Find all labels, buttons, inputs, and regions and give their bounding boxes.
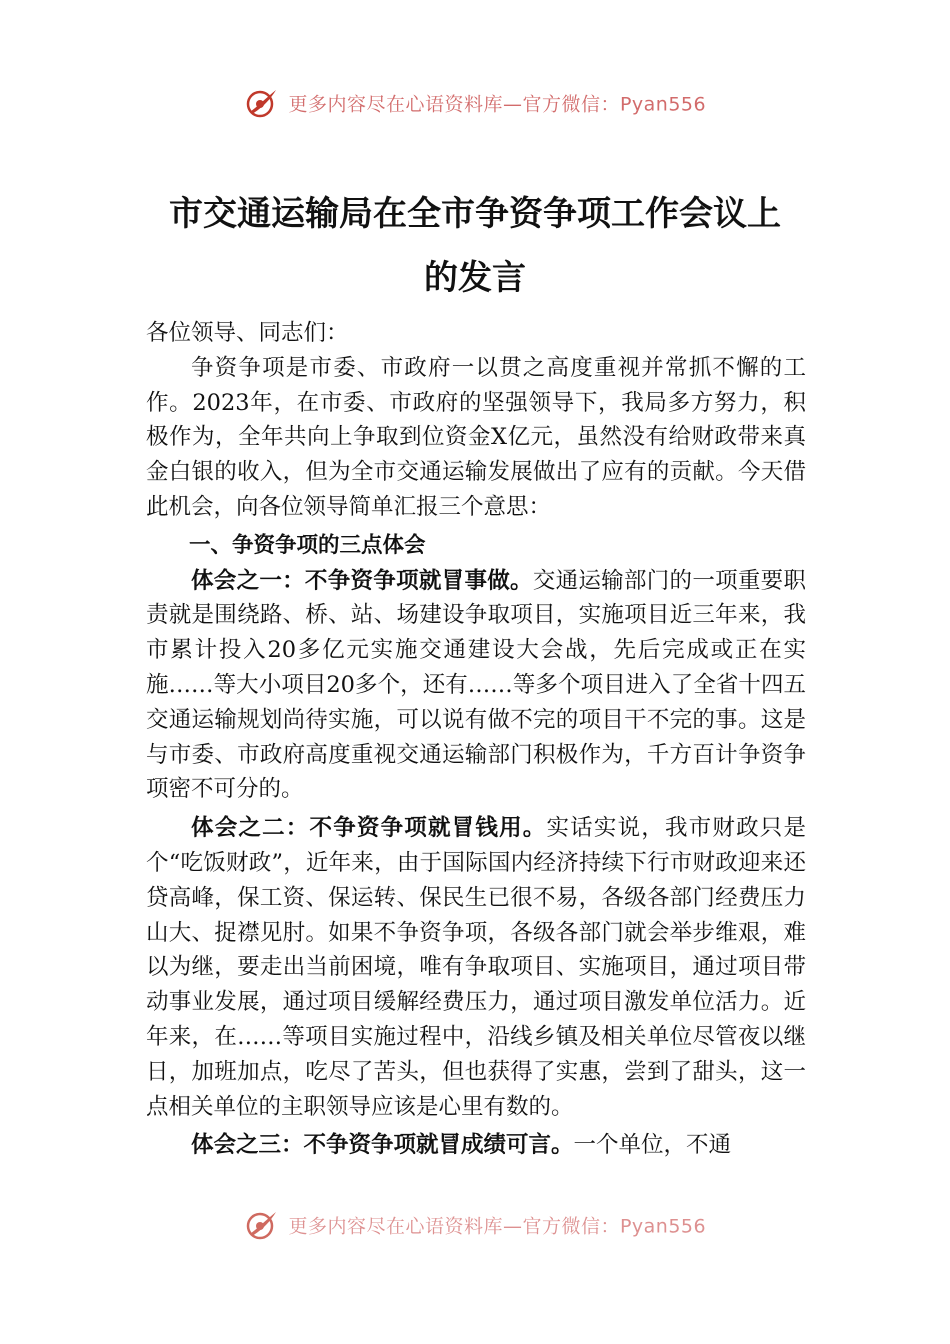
quill-logo-icon [244, 1210, 278, 1240]
document-body [146, 316, 806, 1163]
document-title [120, 182, 830, 310]
point-3-lead: 体会之三：不争资争项就冒成绩可言。 [191, 1132, 574, 1159]
point-2-paragraph [146, 811, 806, 1124]
title-line-1: 市交通运输局在全市争资争项工作会议上 [169, 194, 781, 234]
quill-logo-icon [244, 88, 278, 118]
watermark-footer [0, 1210, 950, 1240]
point-1-paragraph [146, 564, 806, 808]
watermark-text: 更多内容尽在心语资料库—官方微信：Pyan556 [288, 93, 707, 116]
point-2-body: 实话实说，我市财政只是个“吃饭财政”，近年来，由于国际国内经济持续下行市财政迎来还贷高峰，保工资、保运转、保民生已很不易，各级各部门经费压力山大、捉襟见肘。如果不争资争项，各级各部门就会举步维艰，难以为继，要走出当前困境，唯有争取项目、实施项目，通过项目带动事业发展，通过项目缓解经费压力，通过项目激发单位活力。近年来，在……等项目实施过程中，沿线乡镇及相关单位尽管夜以继日，加班加点，吃尽了苦头，但也获得了实惠，尝到了甜头，这一点相关单位的主职领导应该是心里有数的。 [146, 815, 806, 1120]
watermark-text: 更多内容尽在心语资料库—官方微信：Pyan556 [288, 1215, 707, 1238]
intro-paragraph: 争资争项是市委、市政府一以贯之高度重视并常抓不懈的工作。2023年，在市委、市政府的坚强领导下，我局多方努力，积极作为，全年共向上争取到位资金X亿元，虽然没有给财政带来真金白银的收入，但为全市交通运输发展做出了应有的贡献。今天借此机会，向各位领导简单汇报三个意思： [146, 354, 806, 520]
watermark-header [0, 88, 950, 118]
section-heading-1: 一、争资争项的三点体会 [189, 532, 426, 558]
point-1-lead: 体会之一：不争资争项就冒事做。 [191, 567, 533, 594]
title-line-2: 的发言 [424, 258, 526, 298]
point-1-body: 交通运输部门的一项重要职责就是围绕路、桥、站、场建设争取项目，实施项目近三年来，我市累计投入20多亿元实施交通建设大会战，先后完成或正在实施……等大小项目20多个，还有……等多个项目进入了全省十四五交通运输规划尚待实施，可以说有做不完的项目干不完的事。这是与市委、市政府高度重视交通运输部门积极作为，千方百计争资争项密不可分的。 [146, 567, 806, 803]
point-2-lead: 体会之二：不争资争项就冒钱用。 [191, 815, 547, 842]
point-3-body: 一个单位，不通 [573, 1132, 732, 1159]
point-3-paragraph [146, 1128, 806, 1163]
greeting: 各位领导、同志们： [146, 320, 349, 346]
